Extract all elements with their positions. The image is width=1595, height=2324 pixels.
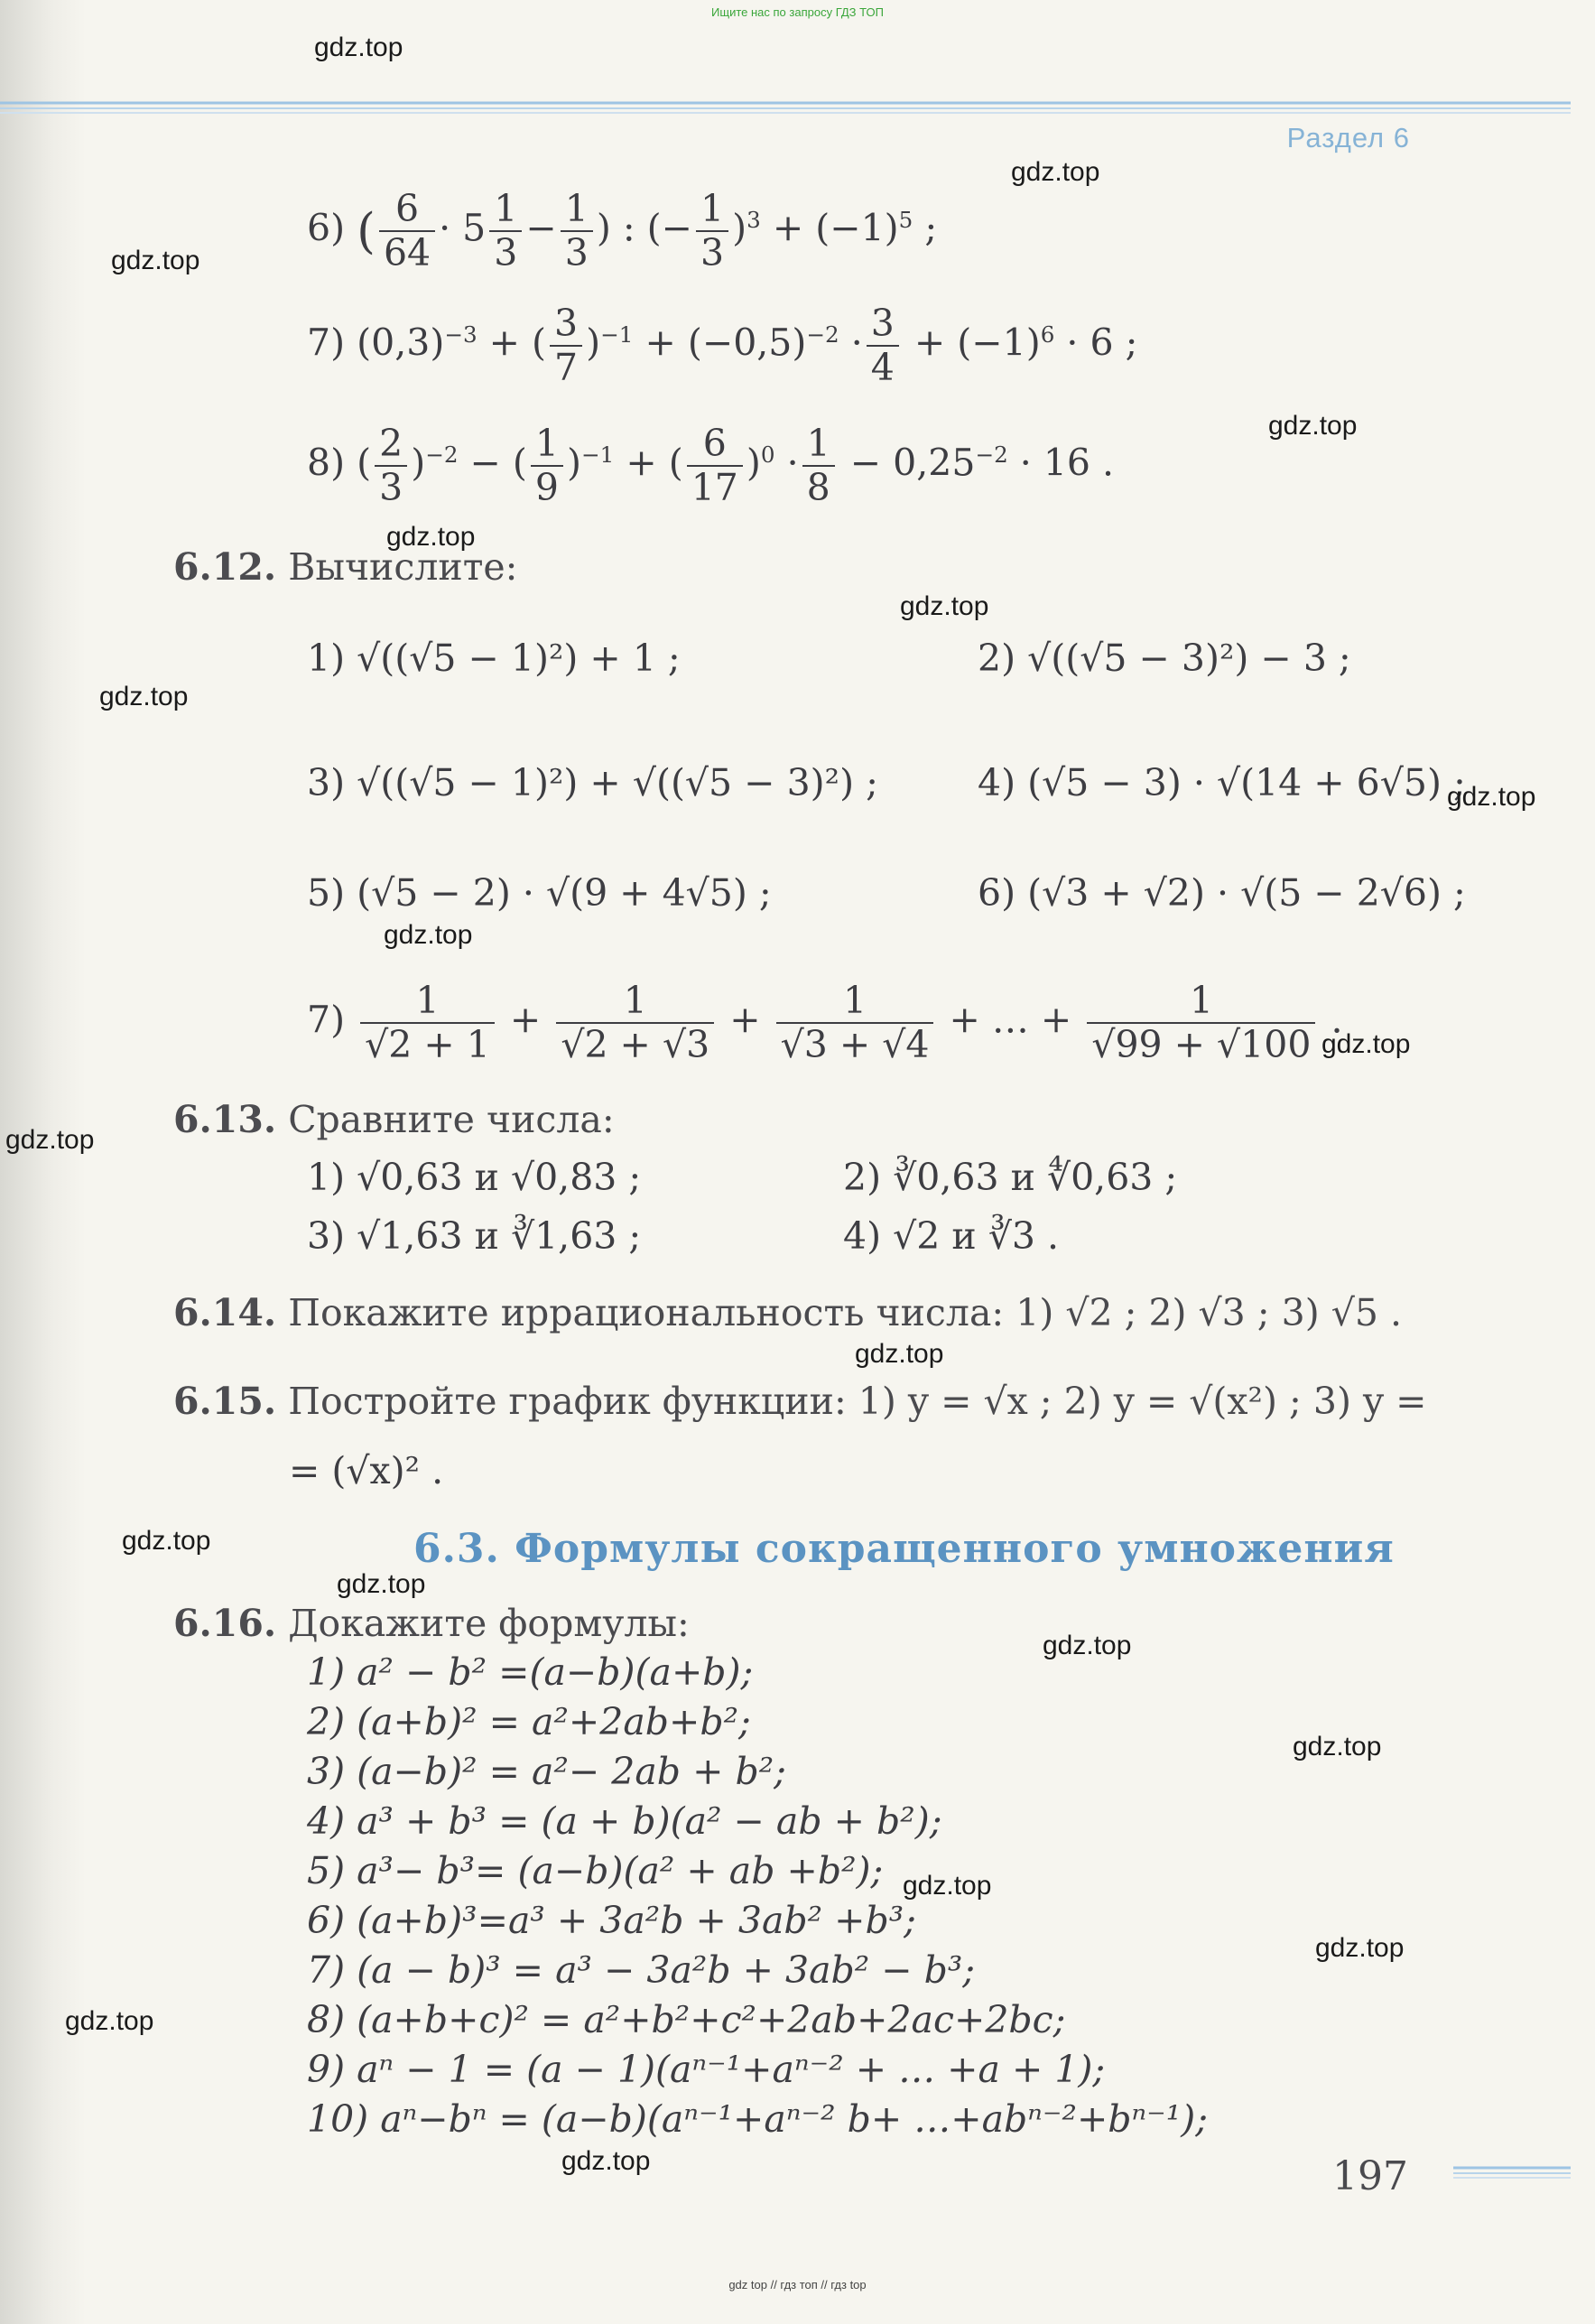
watermark: gdz.top bbox=[903, 1871, 992, 1901]
exercise-6-11-item-6: 6) ( $\frac{6}{64}$ · 5 $\frac{1}{3}$ − $\frac{1}{3}$ ) : (− $\frac{1}{3}$ )$^3 + (-1)^5$ ; bbox=[307, 187, 938, 275]
formula-item: 8) (a+b+c)² = a²+b²+c²+2ab+2ac+2bc; bbox=[307, 1998, 1066, 2041]
formula-item: 10) aⁿ−bⁿ = (a−b)(aⁿ⁻¹+aⁿ⁻² b+ …+abⁿ⁻²+bⁿ⁻¹); bbox=[307, 2097, 1209, 2141]
watermark: gdz.top bbox=[5, 1125, 95, 1155]
formula-item: 9) aⁿ − 1 = (a − 1)(aⁿ⁻¹+aⁿ⁻² + … +a + 1); bbox=[307, 2048, 1106, 2091]
formula-item: 1) a² − b² =(a−b)(a+b); bbox=[307, 1650, 754, 1694]
exercise-6-12-item-3: 3) √((√5 − 1)²) + √((√5 − 3)²) ; bbox=[307, 761, 878, 804]
watermark: gdz.top bbox=[1268, 411, 1358, 441]
exercise-6-16-title: 6.16. Докажите формулы: bbox=[173, 1602, 690, 1645]
exercise-6-15-continued: = (√x)² . bbox=[289, 1449, 444, 1492]
exercise-6-12-item-7: 7) $\frac{1}{√2 + 1}$ + $\frac{1}{√2 + √3}$ + $\frac{1}{√3 + √4}$ + … + $\frac{1}{√99 + √100}$ . bbox=[307, 979, 1343, 1067]
watermark: gdz.top bbox=[314, 33, 403, 62]
exercise-6-12-item-2: 2) √((√5 − 3)²) − 3 ; bbox=[978, 637, 1351, 680]
watermark: gdz.top bbox=[111, 246, 200, 275]
exercise-6-13-item-3: 3) √1,63 и ∛1,63 ; bbox=[307, 1214, 642, 1258]
exercise-6-11-item-8: 8) ( $\frac{2}{3}$ )$^{-2}$ − ( $\frac{1}{9}$ )$^{-1}$ + ( $\frac{6}{17}$ )$^0$ · $\frac{1}{8}$ − $0,25^{-2} \cdot 16$ . bbox=[307, 422, 1115, 510]
section-heading: 6.3. Формулы сокращенного умножения bbox=[413, 1526, 1395, 1572]
formula-item: 2) (a+b)² = a²+2ab+b²; bbox=[307, 1700, 751, 1743]
formula-item: 5) a³− b³= (a−b)(a² + ab +b²); bbox=[307, 1849, 884, 1892]
page-number: 197 bbox=[1332, 2153, 1408, 2199]
exercise-6-12-item-1: 1) √((√5 − 1)²) + 1 ; bbox=[307, 637, 681, 680]
watermark: gdz.top bbox=[1043, 1631, 1132, 1660]
formula-item: 6) (a+b)³=a³ + 3a²b + 3ab² +b³; bbox=[307, 1899, 916, 1942]
top-search-link[interactable]: Ищите нас по запросу ГДЗ ТОП bbox=[711, 5, 884, 19]
watermark: gdz.top bbox=[99, 682, 189, 711]
exercise-6-11-item-7: 7) $(0,3)^{-3}$ + ( $\frac{3}{7}$ )$^{-1} + (-0,5)^{-2}$ · $\frac{3}{4}$ + $(-1)^6 \cdot 6$ ; bbox=[307, 302, 1138, 390]
watermark: gdz.top bbox=[1321, 1029, 1411, 1059]
watermark: gdz.top bbox=[337, 1569, 426, 1599]
exercise-6-12-item-6: 6) (√3 + √2) · √(5 − 2√6) ; bbox=[978, 871, 1466, 915]
bottom-link[interactable]: gdz top // гдз топ // гдз top bbox=[728, 2278, 867, 2291]
watermark: gdz.top bbox=[386, 522, 476, 552]
watermark: gdz.top bbox=[855, 1339, 944, 1369]
watermark: gdz.top bbox=[1447, 782, 1536, 812]
formula-item: 7) (a − b)³ = a³ − 3a²b + 3ab² − b³; bbox=[307, 1948, 976, 1992]
watermark: gdz.top bbox=[1293, 1732, 1382, 1762]
exercise-6-13-item-1: 1) √0,63 и √0,83 ; bbox=[307, 1156, 642, 1199]
exercise-6-12-item-4: 4) (√5 − 3) · √(14 + 6√5) ; bbox=[978, 761, 1466, 804]
exercise-6-13-item-4: 4) √2 и ∛3 . bbox=[843, 1214, 1060, 1258]
formula-item: 3) (a−b)² = a²− 2ab + b²; bbox=[307, 1750, 786, 1793]
section-label: Раздел 6 bbox=[1286, 122, 1410, 153]
exercise-6-13-item-2: 2) ∛0,63 и ∜0,63 ; bbox=[843, 1156, 1178, 1199]
exercise-6-12-title: 6.12. Вычислите: bbox=[173, 545, 518, 589]
book-spine-shadow bbox=[0, 0, 86, 2324]
watermark: gdz.top bbox=[1315, 1933, 1405, 1963]
watermark: gdz.top bbox=[900, 591, 989, 621]
exercise-6-12-item-5: 5) (√5 − 2) · √(9 + 4√5) ; bbox=[307, 871, 772, 915]
watermark: gdz.top bbox=[65, 2006, 154, 2036]
exercise-6-14: 6.14. Покажите иррациональность числа: 1) √2 ; 2) √3 ; 3) √5 . bbox=[173, 1291, 1403, 1334]
watermark: gdz.top bbox=[1011, 157, 1100, 187]
exercise-6-15: 6.15. Постройте график функции: 1) y = √x ; 2) y = √(x²) ; 3) y = bbox=[173, 1380, 1427, 1423]
watermark: gdz.top bbox=[384, 920, 473, 950]
watermark: gdz.top bbox=[561, 2146, 651, 2176]
formula-item: 4) a³ + b³ = (a + b)(a² − ab + b²); bbox=[307, 1799, 942, 1843]
header-rule bbox=[0, 98, 1571, 117]
watermark: gdz.top bbox=[122, 1526, 211, 1556]
exercise-6-13-title: 6.13. Сравните числа: bbox=[173, 1098, 615, 1141]
footer-rule bbox=[1453, 2162, 1571, 2189]
